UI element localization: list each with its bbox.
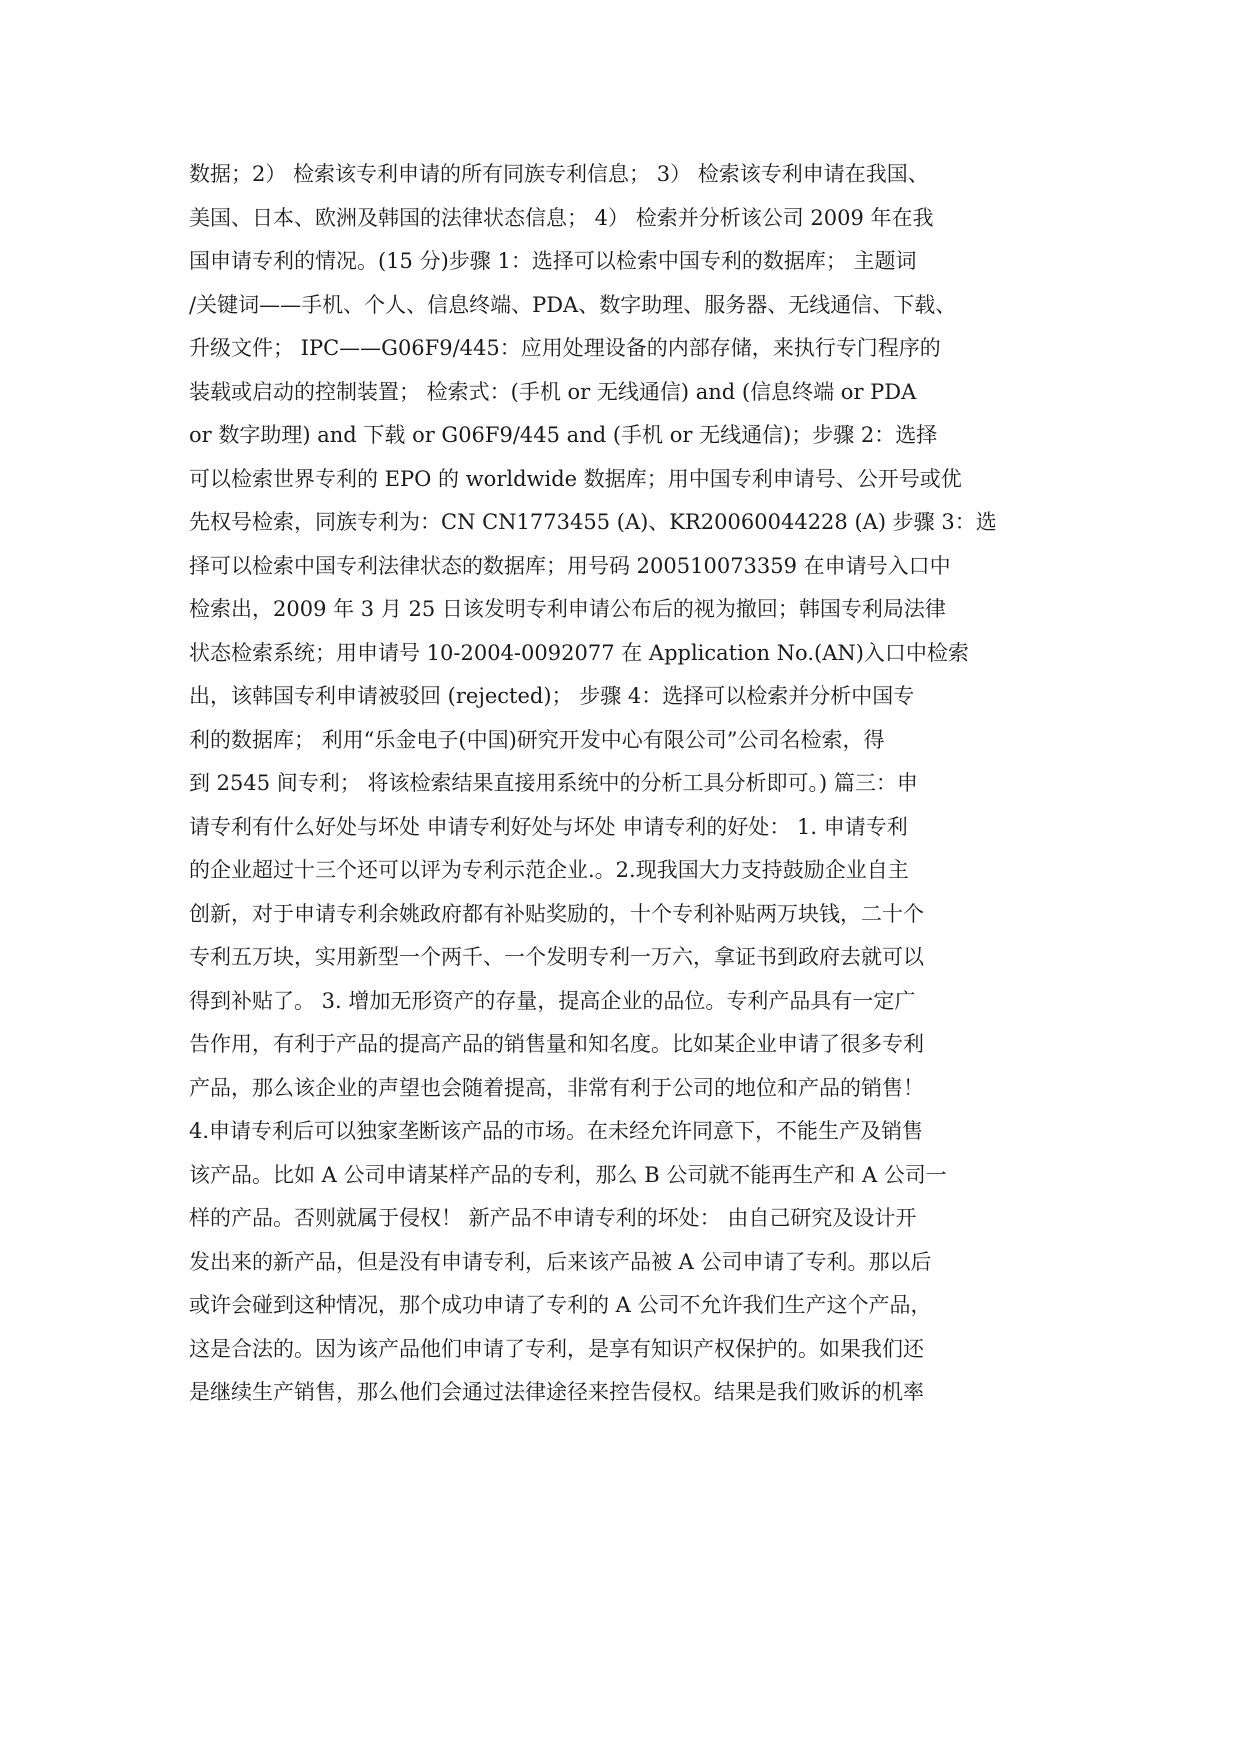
text-line: 或许会碰到这种情况，那个成功申请了专利的 A 公司不允许我们生产这个产品，: [189, 1293, 932, 1317]
text-line: 是继续生产销售，那么他们会通过法律途径来控告侵权。结果是我们败诉的机率: [189, 1380, 924, 1404]
text-line: 升级文件； IPC——G06F9/445：应用处理设备的内部存储，来执行专门程序的: [189, 336, 941, 360]
body-text: [189, 153, 1069, 1415]
text-line: 发出来的新产品，但是没有申请专利，后来该产品被 A 公司申请了专利。那以后: [189, 1249, 932, 1274]
text-line: 检索出，2009 年 3 月 25 日该发明专利申请公布后的视为撤回；韩国专利局法律: [189, 597, 946, 621]
text-line: 4.申请专利后可以独家垄断该产品的市场。在未经允许同意下，不能生产及销售: [189, 1119, 924, 1143]
text-line: 告作用，有利于产品的提高产品的销售量和知名度。比如某企业申请了很多专利: [189, 1032, 924, 1056]
text-line: 择可以检索中国专利法律状态的数据库；用号码 200510073359 在申请号入口中: [189, 553, 951, 578]
text-line: 样的产品。否则就属于侵权！ 新产品不申请专利的坏处： 由自己研究及设计开: [189, 1206, 917, 1230]
text-line: 先权号检索，同族专利为：CN CN1773455 (A)、KR20060044228 (A) 步骤 3：选: [189, 510, 997, 534]
text-line: 装载或启动的控制装置； 检索式：(手机 or 无线通信) and (信息终端 or PDA: [189, 379, 917, 404]
text-line: 可以检索世界专利的 EPO 的 worldwide 数据库；用中国专利申请号、公开号或优: [189, 466, 962, 491]
text-line: 状态检索系统；用申请号 10-2004-0092077 在 Application No.(AN)入口中检索: [189, 640, 969, 665]
text-line: 数据；2） 检索该专利申请的所有同族专利信息； 3） 检索该专利申请在我国、: [189, 162, 929, 186]
text-line: 利的数据库； 利用“乐金电子(中国)研究开发中心有限公司”公司名检索，得: [189, 727, 885, 752]
text-line: 这是合法的。因为该产品他们申请了专利，是享有知识产权保护的。如果我们还: [189, 1336, 924, 1361]
text-line: 的企业超过十三个还可以评为专利示范企业.。2.现我国大力支持鼓励企业自主: [189, 858, 909, 882]
text-line: 美国、日本、欧洲及韩国的法律状态信息； 4） 检索并分析该公司 2009 年在我: [189, 205, 934, 230]
text-line: 请专利有什么好处与坏处 申请专利好处与坏处 申请专利的好处： 1. 申请专利: [189, 814, 908, 839]
text-line: 该产品。比如 A 公司申请某样产品的专利，那么 B 公司就不能再生产和 A 公司一: [189, 1162, 947, 1187]
text-line: 到 2545 间专利； 将该检索结果直接用系统中的分析工具分析即可。) 篇三：申: [189, 771, 918, 795]
text-line: 产品，那么该企业的声望也会随着提高，非常有利于公司的地位和产品的销售！: [189, 1075, 924, 1100]
text-line: 得到补贴了。 3. 增加无形资产的存量，提高企业的品位。专利产品具有一定广: [189, 988, 916, 1013]
text-line: 出，该韩国专利申请被驳回 (rejected)； 步骤 4：选择可以检索并分析中国专: [189, 684, 915, 708]
text-line: or 数字助理) and 下载 or G06F9/445 and (手机 or 无线通信)；步骤 2：选择: [189, 423, 938, 447]
text-line: /关键词——手机、个人、信息终端、PDA、数字助理、服务器、无线通信、下载、: [189, 292, 957, 317]
text-line: 专利五万块，实用新型一个两千、一个发明专利一万六，拿证书到政府去就可以: [189, 945, 924, 969]
text-line: 国申请专利的情况。(15 分)步骤 1：选择可以检索中国专利的数据库； 主题词: [189, 249, 917, 273]
text-line: 创新，对于申请专利余姚政府都有补贴奖励的，十个专利补贴两万块钱，二十个: [189, 901, 924, 926]
